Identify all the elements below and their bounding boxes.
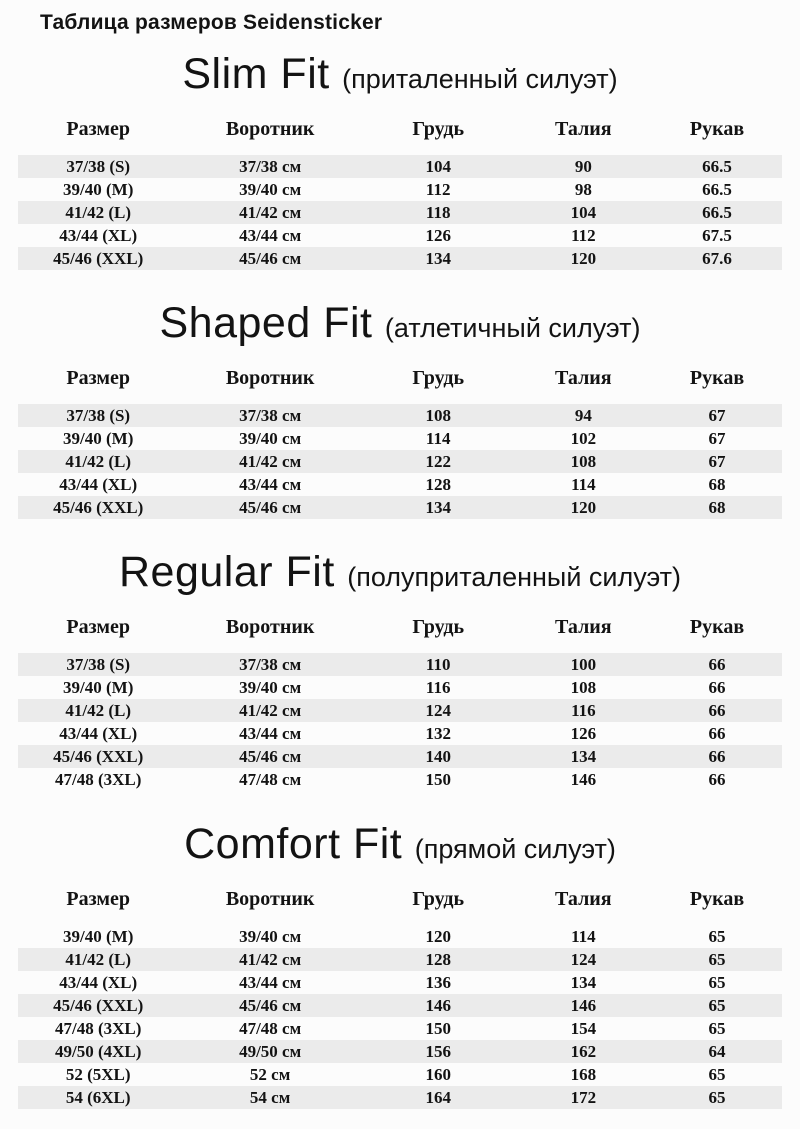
- table-cell: 43/44 см: [239, 973, 302, 992]
- table-cell: 65: [708, 1065, 726, 1084]
- table-cell: 66: [708, 724, 726, 743]
- table-cell: 67: [708, 429, 726, 448]
- table-row: [18, 1040, 782, 1063]
- table-row: [18, 971, 782, 994]
- table-cell: 45/46 (XXL): [53, 747, 144, 766]
- table-cell: 39/40 (M): [63, 180, 134, 199]
- table-row: [18, 653, 782, 676]
- table-cell: 47/48 (3XL): [55, 1019, 142, 1038]
- table-cell: 39/40 см: [239, 180, 302, 199]
- table-cell: 45/46 см: [239, 498, 302, 517]
- table-cell: 104: [570, 203, 597, 222]
- table-cell: 120: [425, 927, 451, 946]
- table-cell: 37/38 см: [239, 406, 302, 425]
- table-row: [18, 699, 782, 722]
- table-cell: 65: [708, 950, 726, 969]
- table-row: [18, 1086, 782, 1109]
- table-cell: 43/44 (XL): [59, 973, 138, 992]
- table-cell: 37/38 (S): [66, 157, 131, 176]
- column-header: Грудь: [412, 367, 465, 389]
- table-cell: 49/50 см: [239, 1042, 302, 1061]
- table-cell: 94: [574, 406, 592, 425]
- table-cell: 66: [708, 770, 726, 789]
- section-heading-comfort-fit: [18, 818, 782, 880]
- column-header: Воротник: [225, 616, 315, 638]
- table-cell: 67: [708, 406, 726, 425]
- table-cell: 112: [571, 226, 596, 245]
- column-header: Рукав: [689, 616, 745, 638]
- table-cell: 43/44 (XL): [59, 226, 138, 245]
- table-cell: 54 (6XL): [65, 1088, 131, 1107]
- fit-name: Regular Fit: [119, 548, 335, 596]
- shaped-fit-table: [18, 365, 782, 519]
- table-cell: 146: [425, 996, 451, 1015]
- header-row: [18, 365, 782, 404]
- table-cell: 39/40 см: [239, 429, 302, 448]
- table-row: [18, 1063, 782, 1086]
- table-cell: 124: [570, 950, 597, 969]
- slim-fit-table: [18, 116, 782, 270]
- table-cell: 128: [425, 475, 451, 494]
- table-cell: 39/40 см: [239, 678, 302, 697]
- fit-name: Slim Fit: [182, 50, 330, 98]
- column-header: Размер: [66, 118, 131, 140]
- table-cell: 66: [708, 747, 726, 766]
- column-header: Размер: [66, 367, 131, 389]
- table-row: [18, 722, 782, 745]
- fit-subtitle: (прямой силуэт): [414, 834, 616, 864]
- table-cell: 116: [571, 701, 596, 720]
- column-header: Рукав: [689, 367, 745, 389]
- table-cell: 65: [708, 927, 726, 946]
- column-header: Воротник: [225, 118, 315, 140]
- table-cell: 66: [708, 655, 726, 674]
- table-row: [18, 676, 782, 699]
- table-cell: 120: [570, 498, 597, 517]
- fit-subtitle: (атлетичный силуэт): [384, 313, 641, 343]
- table-cell: 37/38 см: [239, 157, 302, 176]
- table-cell: 43/44 см: [239, 475, 302, 494]
- table-cell: 132: [425, 724, 451, 743]
- table-row: [18, 768, 782, 791]
- table-row: [18, 948, 782, 971]
- table-cell: 41/42 см: [239, 452, 302, 471]
- table-row: [18, 450, 782, 473]
- table-cell: 90: [574, 157, 592, 176]
- table-cell: 112: [425, 180, 451, 199]
- table-cell: 47/48 см: [239, 1019, 302, 1038]
- table-cell: 43/44 (XL): [59, 475, 138, 494]
- table-cell: 41/42 (L): [65, 452, 132, 471]
- header-row: [18, 116, 782, 155]
- table-cell: 39/40 (M): [63, 429, 134, 448]
- table-cell: 45/46 (XXL): [53, 249, 144, 268]
- table-cell: 108: [570, 678, 597, 697]
- table-cell: 37/38 (S): [66, 655, 131, 674]
- table-cell: 134: [425, 249, 451, 268]
- table-cell: 68: [708, 475, 726, 494]
- fit-subtitle: (приталенный силуэт): [342, 64, 618, 94]
- table-cell: 37/38 (S): [66, 406, 131, 425]
- table-cell: 67: [708, 452, 726, 471]
- table-cell: 116: [425, 678, 451, 697]
- table-cell: 114: [571, 927, 596, 946]
- column-header: Размер: [66, 616, 131, 638]
- header-row: [18, 614, 782, 653]
- table-cell: 126: [425, 226, 451, 245]
- table-cell: 134: [570, 973, 597, 992]
- header-row: [18, 886, 782, 925]
- table-cell: 52 см: [249, 1065, 291, 1084]
- section-regular-fit: [18, 546, 782, 791]
- table-cell: 118: [425, 203, 451, 222]
- table-cell: 66: [708, 678, 726, 697]
- table-cell: 65: [708, 996, 726, 1015]
- table-cell: 154: [570, 1019, 597, 1038]
- table-cell: 39/40 см: [239, 927, 302, 946]
- table-row: [18, 155, 782, 178]
- table-cell: 39/40 (M): [63, 678, 134, 697]
- table-row: [18, 201, 782, 224]
- table-cell: 108: [570, 452, 597, 471]
- column-header: Талия: [555, 616, 612, 638]
- table-cell: 43/44 см: [239, 226, 302, 245]
- column-header: Воротник: [225, 367, 315, 389]
- section-shaped-fit: [18, 297, 782, 519]
- column-header: Грудь: [412, 616, 465, 638]
- table-cell: 140: [425, 747, 451, 766]
- section-heading-regular-fit: [18, 546, 782, 608]
- fit-name: Shaped Fit: [159, 299, 373, 347]
- column-header: Рукав: [689, 888, 745, 910]
- table-row: [18, 224, 782, 247]
- table-cell: 164: [425, 1088, 451, 1107]
- table-cell: 37/38 см: [239, 655, 302, 674]
- table-cell: 160: [425, 1065, 451, 1084]
- table-cell: 114: [425, 429, 451, 448]
- table-row: [18, 496, 782, 519]
- table-cell: 45/46 см: [239, 996, 302, 1015]
- regular-fit-table: [18, 614, 782, 791]
- table-row: [18, 925, 782, 948]
- table-row: [18, 745, 782, 768]
- table-cell: 67.6: [702, 249, 732, 268]
- table-cell: 43/44 (XL): [59, 724, 138, 743]
- table-cell: 136: [425, 973, 451, 992]
- fit-subtitle: (полуприталенный силуэт): [347, 562, 681, 592]
- column-header: Размер: [66, 888, 131, 910]
- table-cell: 150: [425, 770, 451, 789]
- table-cell: 146: [570, 770, 597, 789]
- table-cell: 66.5: [702, 157, 732, 176]
- section-heading-slim-fit: [18, 48, 782, 110]
- table-cell: 41/42 см: [239, 203, 302, 222]
- table-cell: 49/50 (4XL): [55, 1042, 142, 1061]
- table-cell: 104: [425, 157, 451, 176]
- table-cell: 120: [570, 249, 597, 268]
- table-cell: 47/48 см: [239, 770, 302, 789]
- table-cell: 162: [570, 1042, 597, 1061]
- table-cell: 66.5: [702, 180, 732, 199]
- section-heading-shaped-fit: [18, 297, 782, 359]
- table-cell: 45/46 (XXL): [53, 498, 144, 517]
- page-title: Таблица размеров Seidensticker: [40, 11, 383, 34]
- table-row: [18, 473, 782, 496]
- table-cell: 134: [425, 498, 451, 517]
- table-row: [18, 427, 782, 450]
- table-cell: 65: [708, 1088, 726, 1107]
- table-row: [18, 1017, 782, 1040]
- table-cell: 41/42 см: [239, 950, 302, 969]
- table-cell: 39/40 (M): [63, 927, 134, 946]
- table-row: [18, 994, 782, 1017]
- table-cell: 100: [570, 655, 597, 674]
- table-cell: 122: [425, 452, 451, 471]
- table-cell: 43/44 см: [239, 724, 302, 743]
- table-cell: 64: [708, 1042, 726, 1061]
- table-row: [18, 178, 782, 201]
- table-cell: 54 см: [249, 1088, 291, 1107]
- column-header: Грудь: [412, 888, 465, 910]
- table-cell: 124: [425, 701, 451, 720]
- column-header: Воротник: [225, 888, 315, 910]
- section-comfort-fit: [18, 818, 782, 1109]
- table-cell: 47/48 (3XL): [55, 770, 142, 789]
- column-header: Рукав: [689, 118, 745, 140]
- table-cell: 134: [570, 747, 597, 766]
- table-cell: 172: [570, 1088, 597, 1107]
- table-cell: 66.5: [702, 203, 732, 222]
- table-row: [18, 247, 782, 270]
- column-header: Талия: [555, 888, 612, 910]
- table-cell: 128: [425, 950, 451, 969]
- table-cell: 66: [708, 701, 726, 720]
- column-header: Талия: [555, 118, 612, 140]
- column-header: Талия: [555, 367, 612, 389]
- table-cell: 150: [425, 1019, 451, 1038]
- table-cell: 98: [574, 180, 592, 199]
- table-cell: 168: [570, 1065, 597, 1084]
- table-cell: 146: [570, 996, 597, 1015]
- table-cell: 45/46 (XXL): [53, 996, 144, 1015]
- table-cell: 65: [708, 973, 726, 992]
- table-cell: 110: [425, 655, 451, 674]
- table-row: [18, 404, 782, 427]
- section-slim-fit: [18, 48, 782, 270]
- table-cell: 52 (5XL): [65, 1065, 131, 1084]
- table-cell: 41/42 см: [239, 701, 302, 720]
- table-cell: 45/46 см: [239, 249, 302, 268]
- table-cell: 41/42 (L): [65, 701, 132, 720]
- table-cell: 108: [425, 406, 451, 425]
- table-cell: 41/42 (L): [65, 203, 132, 222]
- table-cell: 65: [708, 1019, 726, 1038]
- table-cell: 45/46 см: [239, 747, 302, 766]
- table-cell: 67.5: [702, 226, 732, 245]
- table-cell: 156: [425, 1042, 451, 1061]
- comfort-fit-table: [18, 886, 782, 1109]
- table-cell: 68: [708, 498, 726, 517]
- table-cell: 126: [570, 724, 597, 743]
- table-cell: 102: [570, 429, 597, 448]
- column-header: Грудь: [412, 118, 465, 140]
- table-cell: 41/42 (L): [65, 950, 132, 969]
- fit-name: Comfort Fit: [184, 820, 403, 868]
- table-cell: 114: [571, 475, 596, 494]
